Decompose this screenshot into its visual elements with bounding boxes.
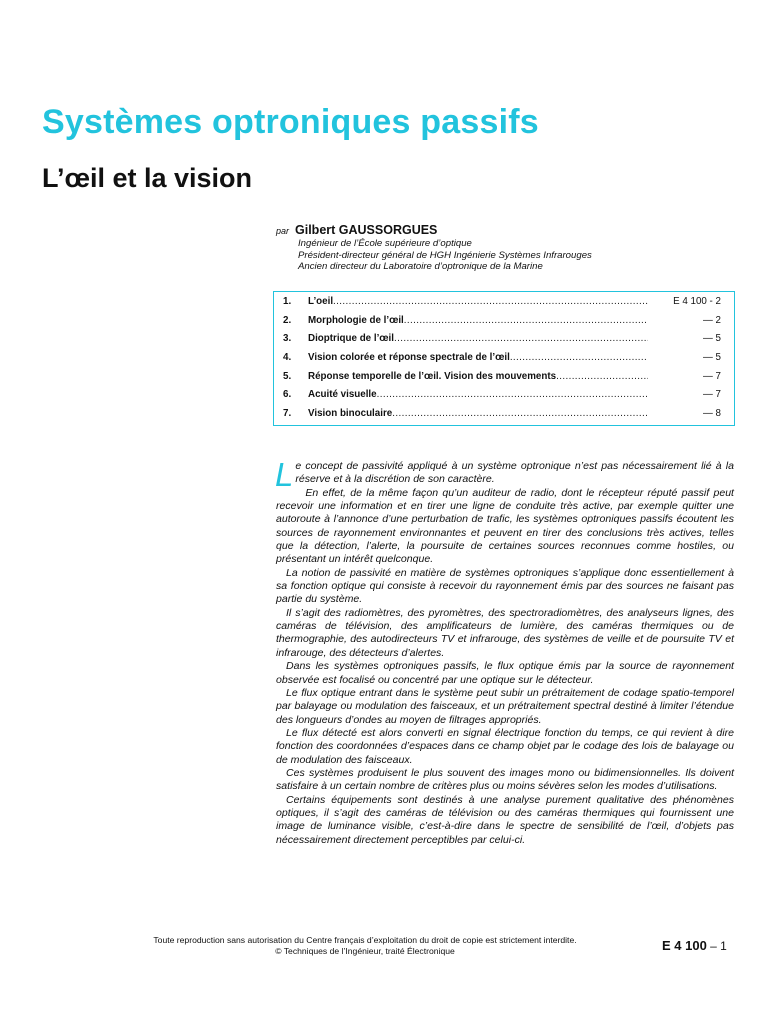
toc-row[interactable] <box>283 315 721 334</box>
toc-row[interactable] <box>283 408 721 427</box>
toc-leader-dots <box>404 315 648 326</box>
affiliation-line: Ancien directeur du Laboratoire d’optronique de la Marine <box>298 261 543 272</box>
page-number: – 1 <box>706 939 727 953</box>
first-paragraph-text: e concept de passivité appliqué à un système optronique n’est pas nécessairement lié à la réserve et à la discrétion de son caractère. <box>295 460 734 486</box>
toc-row[interactable] <box>283 371 721 390</box>
author-affiliations <box>298 238 592 273</box>
par-label: par <box>276 226 290 236</box>
body-paragraph: Dans les systèmes optroniques passifs, le flux optique émis par la source de rayonnement observée est focalisé ou concentré par une optique sur le détecteur. <box>276 660 734 686</box>
document-title: Systèmes optroniques passifs <box>42 103 539 141</box>
toc-number: 7. <box>283 408 292 420</box>
page-reference <box>662 938 727 953</box>
toc-leader-dots <box>333 296 648 307</box>
toc-page-ref: — 5 <box>703 333 721 345</box>
toc-number: 6. <box>283 389 292 401</box>
author-byline <box>276 223 437 237</box>
toc-page-ref: — 2 <box>703 314 721 326</box>
toc-row[interactable] <box>283 296 721 315</box>
copyright-notice <box>130 935 600 956</box>
toc-label: Vision binoculaire <box>308 408 393 420</box>
body-paragraph: Ces systèmes produisent le plus souvent des images mono ou bidimensionnelles. Ils doivent satisfaire à un certain nombre de critères plus ou moins sévères selon les modes d’utilisations. <box>276 766 734 793</box>
table-of-contents <box>273 291 735 426</box>
body-text <box>275 456 734 847</box>
toc-number: 5. <box>283 370 292 382</box>
toc-page-ref: — 5 <box>703 352 721 364</box>
toc-row[interactable] <box>283 333 721 352</box>
toc-page-ref: — 7 <box>703 370 721 382</box>
drop-cap: L <box>275 456 294 493</box>
body-paragraph: En effet, de la même façon qu’un auditeur de radio, dont le récepteur réputé passif peut recevoir une information et en tirer une ligne de conduite très active, par exemple quitter une autoroute à l’annonce d’une perturbation de trafic, les systèmes optroniques passifs écoutent les sources de rayonnement environnantes et peuvent en tirer des conclusions très actives, telles que la détection, l’alerte, la poursuite de certaines sources reconnues comme hostiles, ou présentant un intérêt quelconque. <box>276 486 734 566</box>
document-subtitle: L’œil et la vision <box>42 163 253 193</box>
toc-page-ref: E 4 100 - 2 <box>673 296 721 307</box>
copyright-line: Toute reproduction sans autorisation du Centre français d’exploitation du droit de copie est strictement interdite. <box>153 935 577 945</box>
toc-leader-dots <box>392 408 648 419</box>
copyright-line: © Techniques de l’Ingénieur, traité Électronique <box>275 945 455 956</box>
toc-number: 2. <box>283 314 292 326</box>
toc-number: 4. <box>283 352 292 364</box>
body-paragraph: Le flux détecté est alors converti en signal électrique fonction du temps, ce qui revient à dire fonction des coordonnées d’espaces dans ce champ objet par le codage des lois de balayage ou de modulation des faisceaux. <box>276 726 734 766</box>
toc-leader-dots <box>394 333 648 344</box>
toc-label: Réponse temporelle de l’œil. Vision des mouvements <box>308 370 557 382</box>
toc-number: 3. <box>283 333 292 345</box>
toc-page-ref: — 7 <box>703 389 721 401</box>
toc-leader-dots <box>377 389 648 400</box>
toc-label: L’oeil <box>308 296 334 307</box>
toc-label: Vision colorée et réponse spectrale de l’œil <box>308 352 510 364</box>
body-paragraph: Certains équipements sont destinés à une analyse purement qualitative des phénomènes optiques, il s’agit des caméras de télévision ou des caméras thermiques qui fournissent une image de luminance visible, c’est-à-dire dans le spectre de sensibilité de l’œil, d’objets pas nécessairement directement perceptibles par celui-ci. <box>276 793 734 846</box>
affiliation-line: Ingénieur de l’École supérieure d’optique <box>298 238 472 249</box>
body-paragraph: Il s’agit des radiomètres, des pyromètres, des spectroradiomètres, des analyseurs lignes, des caméras de télévision, des amplificateurs de lumière, des caméras thermiques ou de thermographie, des autodirecteurs TV et infrarouge, des systèmes de veille et de poursuite TV et infrarouge, des détecteurs d’alertes. <box>276 606 734 659</box>
affiliation-line: Président-directeur général de HGH Ingénierie Systèmes Infrarouges <box>298 249 592 261</box>
body-paragraph: Le flux optique entrant dans le système peut subir un prétraitement de codage spatio-temporel par balayage ou modulation des faisceaux, et un prétraitement spectral destiné à limiter l’étendue des longueurs d’ondes au moyen de filtrages appropriés. <box>276 686 734 726</box>
document-code: E 4 100 <box>662 938 707 953</box>
body-paragraph <box>275 456 734 493</box>
toc-row[interactable] <box>283 352 721 371</box>
toc-number: 1. <box>283 296 292 307</box>
toc-label: Acuité visuelle <box>308 389 377 401</box>
toc-label: Dioptrique de l’œil <box>308 333 394 345</box>
toc-leader-dots <box>556 371 648 382</box>
toc-label: Morphologie de l’œil <box>308 314 404 326</box>
body-paragraph: La notion de passivité en matière de systèmes optroniques s’applique donc essentiellement à sa fonction optique qui consiste à recevoir du rayonnement émis par des sources ne faisant pas partie du système. <box>276 566 734 606</box>
toc-page-ref: — 8 <box>703 408 721 420</box>
toc-row[interactable] <box>283 389 721 408</box>
toc-leader-dots <box>510 352 648 363</box>
author-name: Gilbert GAUSSORGUES <box>295 223 438 237</box>
